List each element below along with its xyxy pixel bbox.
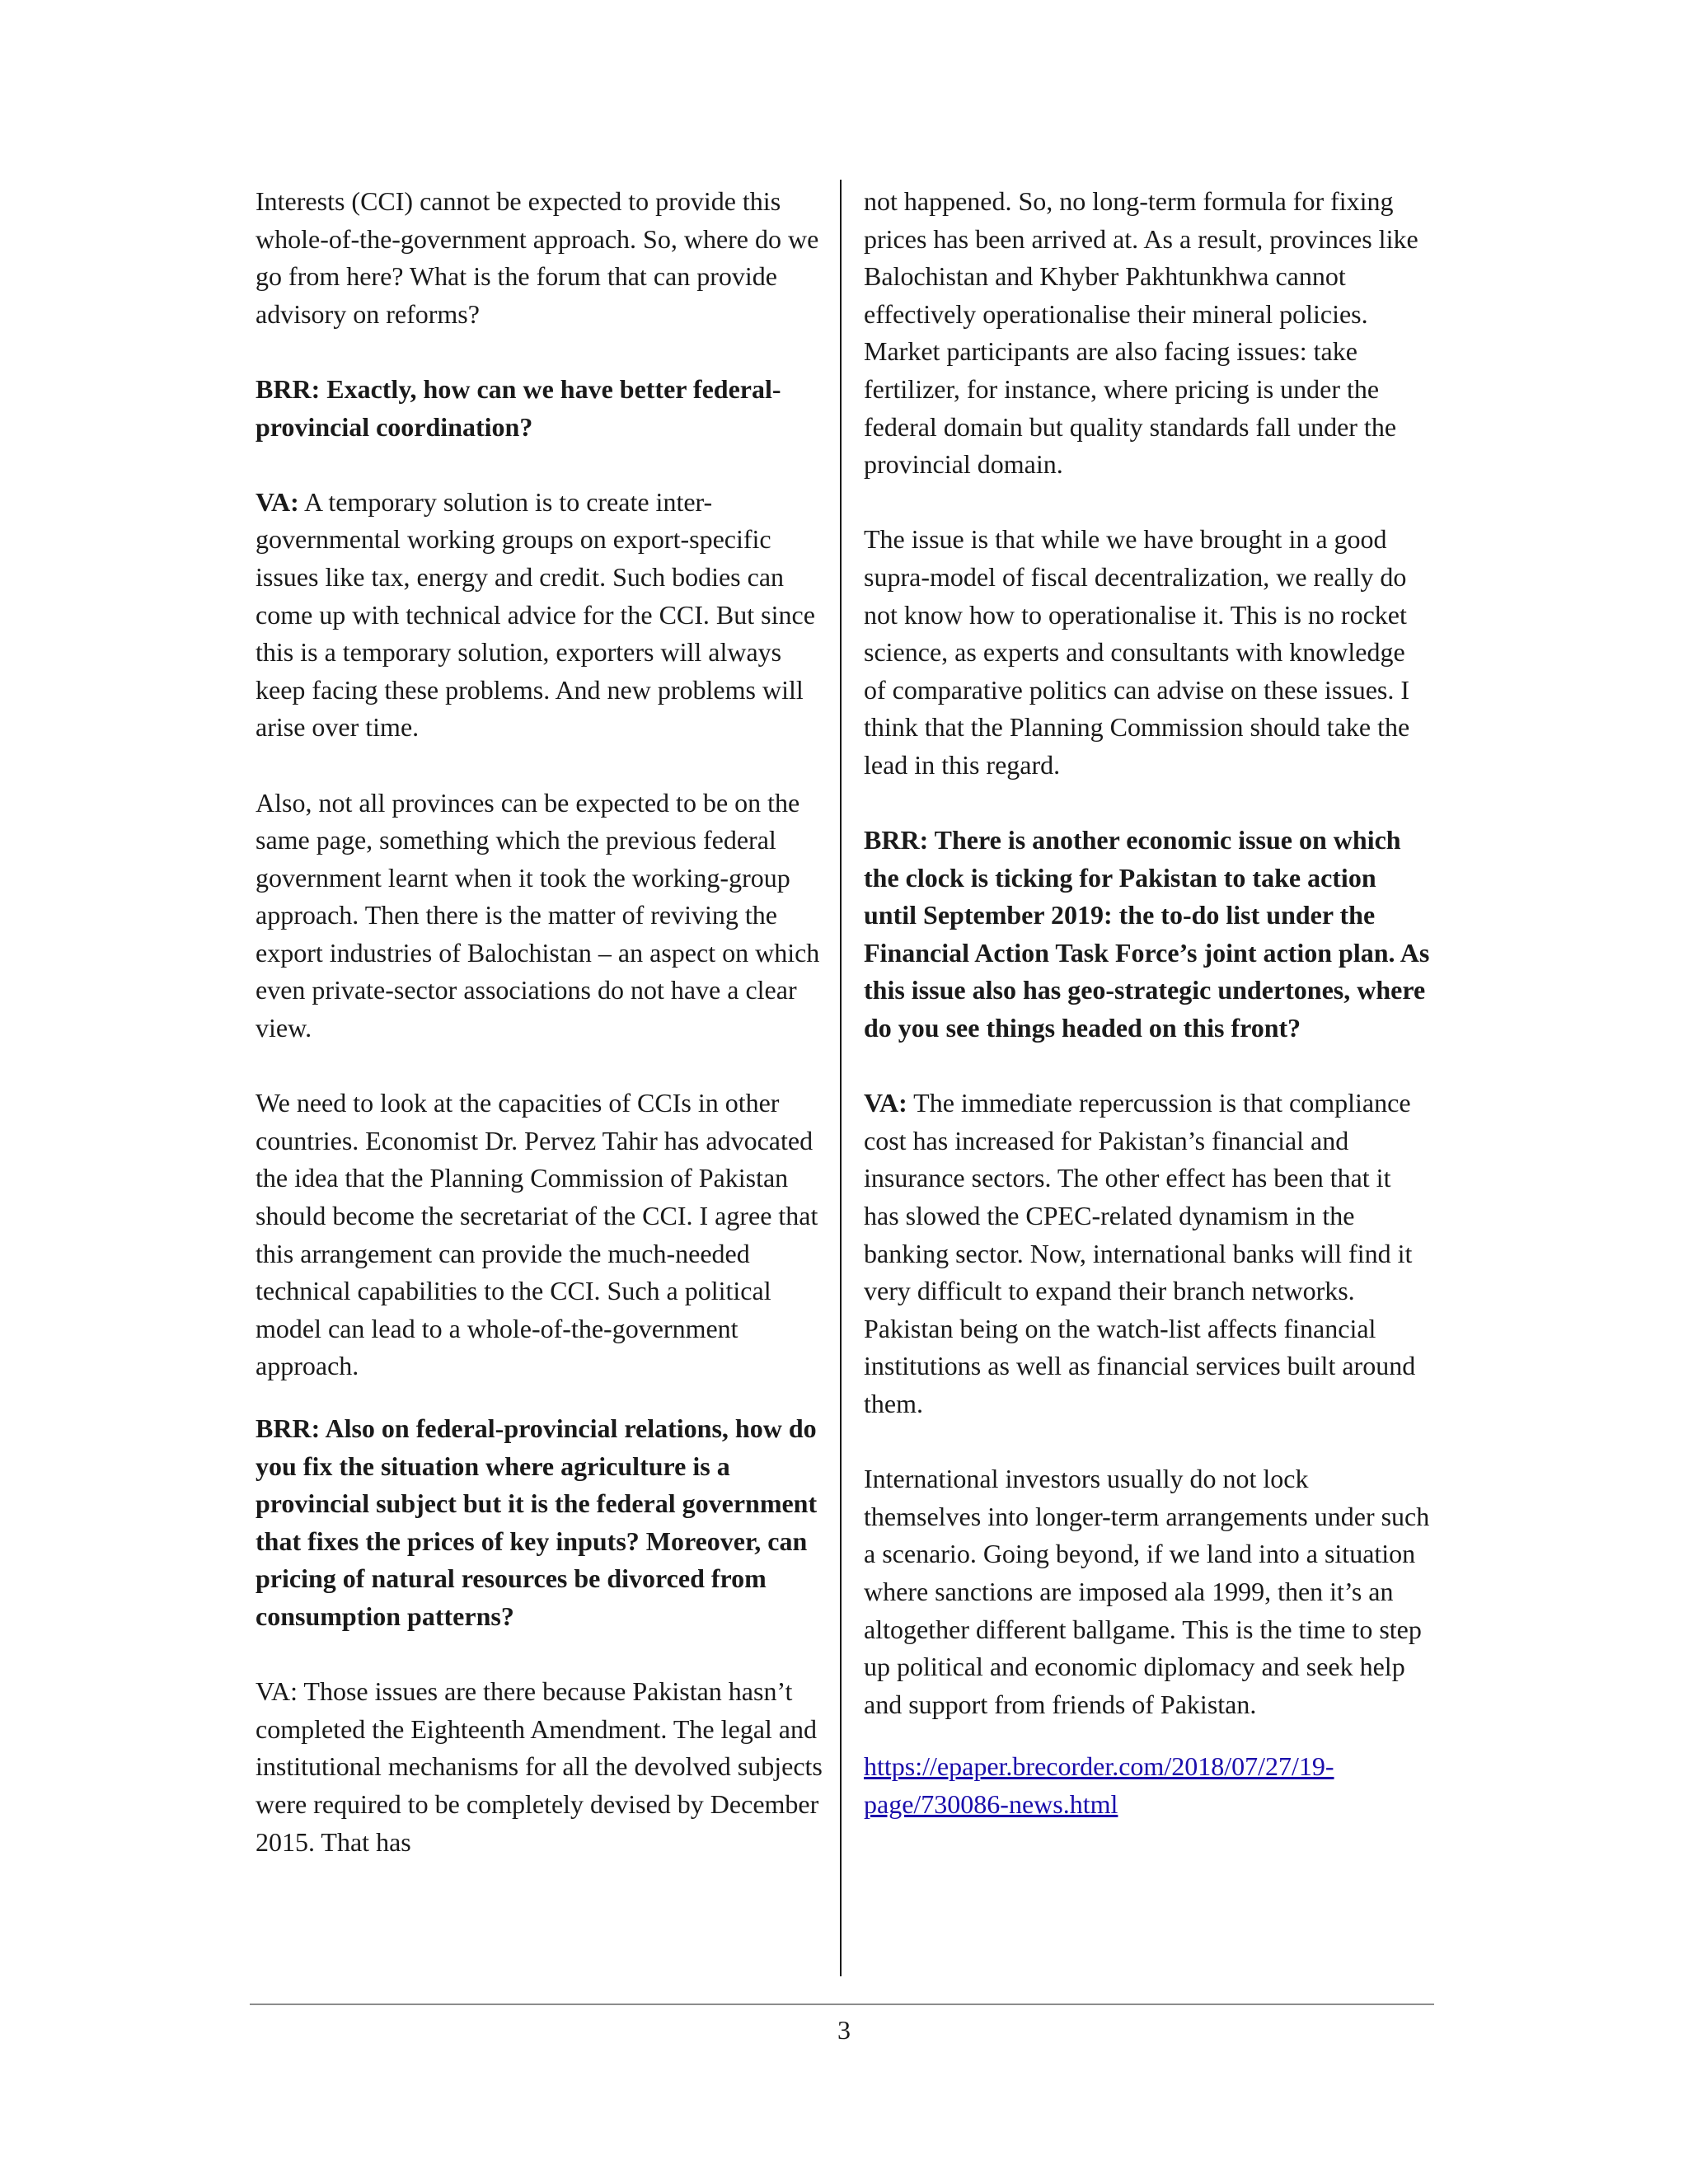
question-coordination: BRR: Exactly, how can we have better federal-provincial coordination? — [256, 373, 781, 442]
column-divider — [840, 180, 842, 1976]
left-paragraph-provinces: Also, not all provinces can be expected to be on the same page, something which the previous federal government learnt when it took the working-group approach. Then there is the matter of reviving the export industries of Balochistan – an aspect on which even private-sector associations do not have a clear view. — [256, 787, 820, 1043]
answer-text: A temporary solution is to create inter-governmental working groups on export-specific issues like tax, energy and credit. Such bodies can come up with technical advice for the CCI. But since this is a temporary solution, exporters will always keep facing these problems. And new problems will arise over time. — [256, 486, 815, 743]
left-column — [256, 183, 823, 1861]
answer-fatf — [864, 1085, 1431, 1422]
right-paragraph-1: not happened. So, no long-term formula for fixing prices has been arrived at. As a result, provinces like Balochistan and Khyber Pakhtunkhwa cannot effectively operationalise their mineral policies. Market participants are also facing issues: take fertilizer, for instance, where pricing is under the federal domain but quality standards fall under the provincial domain. — [864, 186, 1418, 480]
footer-rule — [250, 2004, 1434, 2005]
answer-eighteenth-amendment: VA: Those issues are there because Pakistan hasn’t completed the Eighteenth Amendment. The legal and institutional mechanisms for all the devolved subjects were required to be completely devised by December 2015. That has — [256, 1676, 823, 1857]
right-paragraph-fiscal-decentralization: The issue is that while we have brought in a good supra-model of fiscal decentralization, we really do not know how to operationalise it. This is no rocket science, as experts and consultants with knowledge of comparative politics can advise on these issues. I think that the Planning Commission should take the lead in this regard. — [864, 524, 1410, 780]
answer-coordination — [256, 484, 823, 747]
left-paragraph-cci-capacities: We need to look at the capacities of CCIs in other countries. Economist Dr. Pervez Tahir has advocated the idea that the Planning Commission of Pakistan should become the secretariat of the CCI. I agree that this arrangement can provide the much-needed technical capabilities to the CCI. Such a political model can lead to a whole-of-the-government approach. — [256, 1088, 818, 1381]
question-federal-provincial-relations: BRR: Also on federal-provincial relations, how do you fix the situation where agriculture is a provincial subject but it is the federal government that fixes the prices of key inputs? Moreover, can pricing of natural resources be divorced from consumption patterns? — [256, 1413, 818, 1631]
left-paragraph-1: Interests (CCI) cannot be expected to provide this whole-of-the-government approach. So, where do we go from here? What is the forum that can provide advisory on reforms? — [256, 186, 819, 329]
answer-text: The immediate repercussion is that compliance cost has increased for Pakistan’s financial and insurance sectors. The other effect has been that it has slowed the CPEC-related dynamism in the banking sector. Now, international banks will find it very difficult to expand their branch networks. Pakistan being on the watch-list affects financial institutions as well as financial services built around them. — [864, 1088, 1416, 1418]
speaker-label: VA: — [256, 486, 299, 517]
source-link[interactable]: https://epaper.brecorder.com/2018/07/27/19-page/730086-news.html — [864, 1751, 1334, 1819]
page-number: 3 — [837, 2015, 851, 2045]
question-fatf: BRR: There is another economic issue on which the clock is ticking for Pakistan to take action until September 2019: the to-do list under the Financial Action Task Force’s joint action plan. As this issue also has geo-strategic undertones, where do you see things headed on this front? — [864, 825, 1430, 1043]
right-column — [864, 183, 1431, 1824]
source-link-paragraph — [864, 1748, 1431, 1823]
speaker-label: VA: — [864, 1088, 907, 1118]
right-paragraph-investors: International investors usually do not lock themselves into longer-term arrangements under such a scenario. Going beyond, if we land into a situation where sanctions are imposed ala 1999, then it’s an altogether different ballgame. This is the time to step up political and economic diplomacy and seek help and support from friends of Pakistan. — [864, 1464, 1430, 1719]
